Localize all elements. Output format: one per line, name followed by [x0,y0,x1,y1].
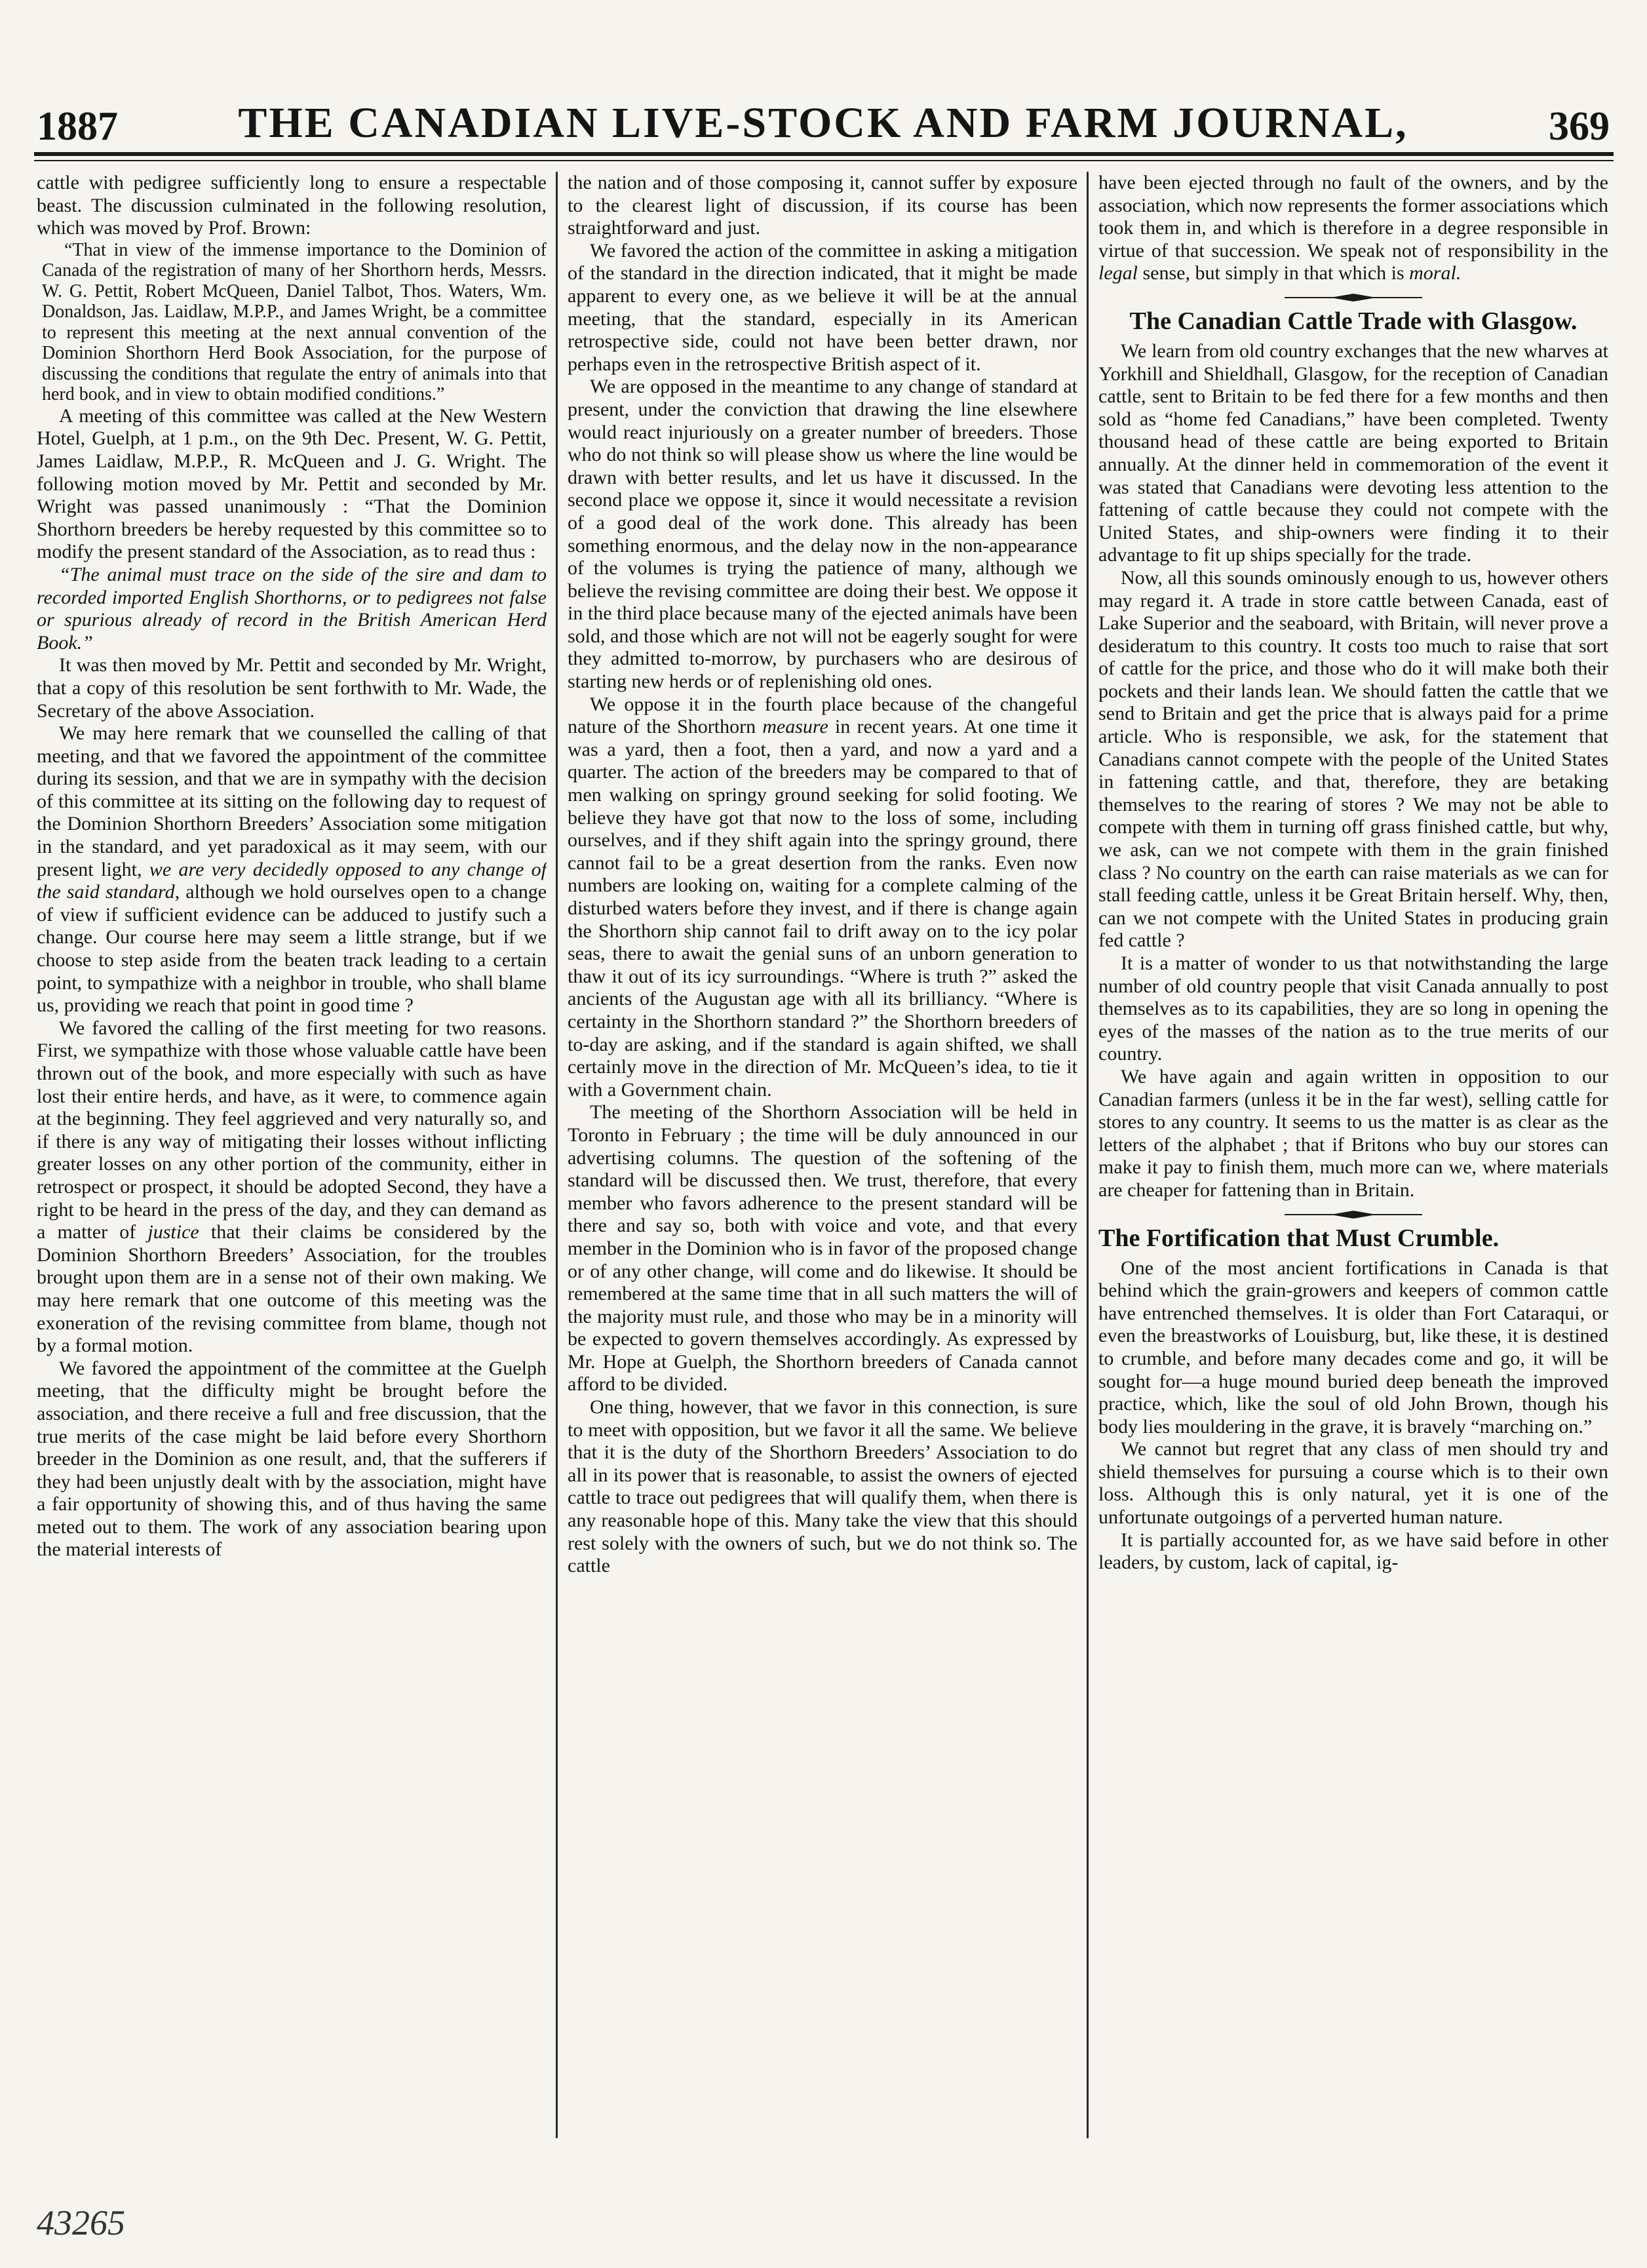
paragraph [1098,172,1608,285]
article-heading: The Canadian Cattle Trade with Glasgow. [1129,307,1578,335]
page-number: 369 [1549,104,1610,149]
paragraph: We favored the action of the committee in asking a mitigation of the standard in the direction indicated, that it might be made apparent to every one, as we believe it will be at the annual meeting, that the standard, especially in its American retrospective side, could not have been better drawn, nor perhaps even in the retrospective British aspect of it. [568,239,1077,375]
column-divider [1087,172,1089,2138]
text-run: We may here remark that we counselled the calling of that meeting, and that we favored the appointment of the committee during its session, and that we are in sympathy with the decision of this committee at its sitting on the following day to request of the Dominion Shorthorn Breeders’ Association some mitigation in the standard, and yet paradoxical as it may seem, with our present light, [37,722,547,880]
quoted-standard: “The animal must trace on the side of the sire and dam to recorded imported English Shorthorns, or to pedigrees not false or spurious already of record in the British American Herd Book.” [37,563,547,654]
text-run: that their claims be considered by the Dominion Shorthorn Breeders’ Association, for the troubles brought upon them are in a sense not of their own making. We may here remark that one outcome of this meeting was the exoneration of the revising committee from blame, though not by a formal motion. [37,1221,547,1357]
paragraph: We cannot but regret that any class of men should try and shield themselves for pursuing a course which is to their own loss. Although this is only natural, yet it is one of the unfortunate outgoings of a perverted human nature. [1098,1438,1608,1529]
column-divider [556,172,558,2138]
paragraph [37,1017,547,1358]
page-header [37,98,1610,151]
handwritten-catalog-number: 43265 [37,2203,125,2242]
paragraph: The meeting of the Shorthorn Association will be held in Toronto in February ; the time will be duly announced in our advertising columns. The question of the softening of the standard will be discussed then. We trust, therefore, that every member who favors adherence to the present standard will be there and say so, both with voice and vote, and that every member in the Dominion who is in favor of the proposed change or of any other change, will come and do likewise. It should be remembered at the same time that in all such matters the will of the majority must rule, and those who may be in a minority will be expected to govern themselves accordingly. As expressed by Mr. Hope at Guelph, the Shorthorn breeders of Canada cannot afford to be divided. [568,1101,1077,1396]
paragraph: We are opposed in the meantime to any change of standard at present, under the conviction that drawing the line elsewhere would react injuriously on a greater number of breeders. Those who do not think so will please show us where the line would be drawn with better results, and let us have it discussed. In the second place we oppose it, since it would necessitate a revision of a good deal of the work done. This already has been something enormous, and the delay now in the non-appearance of the volumes is trying the patience of many, although we believe the revising committee are doing their best. We oppose it in the third place because many of the ejected animals have been sold, and those which are not will not be eagerly sought for were they admitted to-morrow, by purchasers who are desirous of starting new herds or of replenishing old ones. [568,376,1077,693]
paragraph: We have again and again written in opposition to our Canadian farmers (unless it be in the far west), selling cattle for stores to any country. It seems to us the matter is as clear as the letters of the alphabet ; that if Britons who buy our stores can make it pay to finish them, much more can we, where materials are cheaper for fattening than in Britain. [1098,1065,1608,1201]
paragraph: One of the most ancient fortifications in Canada is that behind which the grain-growers and keepers of common cattle have entrenched themselves. It is older than Fort Cataraqui, or even the breastworks of Louisburg, but, like these, it is destined to crumble, and before many decades come and go, it will be sought for—a huge mound buried deep beneath the improved practice, which, like the soul of old John Brown, though his body lies mouldering in the grave, it is bravely “marching on.” [1098,1257,1608,1437]
paragraph [37,722,547,1017]
emphasis: measure [762,716,828,738]
paragraph: It is partially accounted for, as we have said before in other leaders, by custom, lack of capital, ig- [1098,1529,1608,1574]
text-run: We oppose it in the fourth place because of the changeful nature of the Shorthorn [568,693,1077,738]
section-divider-ornament [1285,293,1422,302]
section-divider-ornament [1285,1210,1422,1219]
paragraph: cattle with pedigree sufficiently long to ensure a respectable beast. The discussion culminated in the following resolution, which was moved by Prof. Brown: [37,172,547,239]
paragraph: It was then moved by Mr. Pettit and seconded by Mr. Wright, that a copy of this resolution be sent forthwith to Mr. Wade, the Secretary of the above Association. [37,654,547,722]
journal-title: THE CANADIAN LIVE-STOCK AND FARM JOURNAL, [238,99,1408,147]
paragraph: It is a matter of wonder to us that notwithstanding the large number of old country people that visit Canada annually to post themselves as to its capabilities, they are so long in opening the eyes of the masses of the nation as to the true merits of our country. [1098,952,1608,1065]
paragraph: We learn from old country exchanges that the new wharves at Yorkhill and Shieldhall, Glasgow, for the reception of Canadian cattle, sent to Britain to be fed there for a few months and then sold as “home fed Canadians,” have been completed. Twenty thousand head of these cattle are being exported to Britain annually. At the dinner held in commemoration of the event it was stated that Canadians were devoting less attention to the fattening of cattle because they could not compete with the United States, and ship-owners were finding it to their advantage to fit up ships specially for the trade. [1098,340,1608,566]
article-heading: The Fortification that Must Crumble. [1098,1224,1500,1252]
text-run: have been ejected through no fault of the owners, and by the association, which now represents the former associations which took them in, and which is therefore in a degree responsible in virtue of that succession. We speak not of responsibility in the [1098,172,1608,262]
emphasis: we are very decidedly opposed to any change of the said standard, [37,858,547,903]
header-rule-thin [34,160,1614,161]
quoted-resolution: “That in view of the immense importance to the Dominion of Canada of the registration of many of her Shorthorn herds, Messrs. W. G. Pettit, Robert McQueen, Daniel Talbot, Thos. Waters, Wm. Donaldson, Jas. Laidlaw, M.P.P., and James Wright, be a committee to represent this meeting at the next annual convention of the Dominion Shorthorn Herd Book Association, for the purpose of discussing the conditions that regulate the entry of animals into that herd book, and in view to obtain modified conditions.” [42,239,547,405]
paragraph [568,694,1077,1102]
header-year: 1887 [37,104,118,149]
paragraph: the nation and of those composing it, cannot suffer by exposure to the clearest light of discussion, if its course has been straightforward and just. [568,172,1077,239]
column-3 [1098,172,1608,2138]
paragraph: A meeting of this committee was called at the New Western Hotel, Guelph, at 1 p.m., on the 9th Dec. Present, W. G. Pettit, James Laidlaw, M.P.P., R. McQueen and J. G. Wright. The following motion moved by Mr. Pettit and seconded by Mr. Wright was passed unanimously : “That the Dominion Shorthorn breeders be hereby requested by this committee so to modify the present standard of the Association, as to read thus : [37,404,547,563]
header-rule-thick [34,152,1614,156]
emphasis: legal [1098,262,1138,284]
emphasis: justice [147,1221,199,1243]
paragraph: Now, all this sounds ominously enough to us, however others may regard it. A trade in store cattle between Canada, east of Lake Superior and the seaboard, with Britain, will never prove a desideratum to this country. It costs too much to raise that sort of cattle for the price, and those who do it will make both their pockets and their lands lean. We should fatten the cattle that we send to Britain and get the price that is always paid for a prime article. Who is responsible, we ask, for the statement that Canadians cannot compete with the people of the United States in fattening cattle, and that, therefore, they are betaking themselves to the rearing of stores ? We may not be able to compete with them in turning off grass finished cattle, but why, we ask, can we not compete with them in the grain finished class ? No country on the earth can raise materials as we can for stall feeding cattle, unless it be Great Britain herself. Why, then, can we not compete with the United States in producing grain fed cattle ? [1098,566,1608,952]
text-run: We favored the calling of the first meeting for two reasons. First, we sympathize with those whose valuable cattle have been thrown out of the book, and more especially with such as have lost their entire herds, and have, as it were, to commence again at the beginning. They feel aggrieved and very naturally so, and if there is any way of mitigating their losses without inflicting greater losses on any other portion of the community, either in retrospect or prospect, it should be adopted Second, they have a right to be heard in the press of the day, and they can demand as a matter of [37,1017,547,1243]
text-run: in recent years. At one time it was a yard, then a foot, then a yard, and now a yard and a quarter. The action of the breeders may be compared to that of men walking on springy ground seeking for solid footing. We believe they have got that now to the loss of some, including ourselves, and if they shift again into the springy ground, there cannot fail to be a great desertion from the ranks. Even now numbers are looking on, waiting for a complete calming of the disturbed waters before they invest, and if there is change again the Shorthorn ship cannot fail to drift away on to the icy polar seas, there to await the genial suns of an unborn generation to thaw it out of its icy surroundings. “Where is truth ?” asked the ancients of the Augustan age with all its brilliancy. “Where is certainty in the Shorthorn standard ?” the Shorthorn breeders of to-day are asking, and if the standard is again shifted, we shall certainly move in the direction of Mr. McQueen’s idea, to tie it with a Government chain. [568,716,1077,1101]
text-run: although we hold ourselves open to a change of view if sufficient evidence can be adduced to justify such a change. Our course here may seem a little strange, but if we choose to step aside from the beaten track leading to a certain point, to sympathize with a neighbor in trouble, who shall blame us, providing we reach that point in good time ? [37,881,547,1017]
column-1 [37,172,547,2138]
paragraph: One thing, however, that we favor in this connection, is sure to meet with opposition, but we favor it all the same. We believe that it is the duty of the Shorthorn Breeders’ Association to do all in its power that is reasonable, to assist the owners of ejected cattle to trace out pedigrees that will qualify them, when there is any reasonable hope of this. Many take the view that this should rest solely with the owners of such, but we do not think so. The cattle [568,1396,1077,1577]
text-run: sense, but simply in that which is [1142,262,1405,284]
paragraph: We favored the appointment of the committee at the Guelph meeting, that the difficulty might be brought before the association, and there receive a full and free discussion, that the true merits of the case might be laid before every Shorthorn breeder in the Dominion as one result, and, that the sufferers if they had been unjustly dealt with by the association, might have a fair opportunity of showing this, and of thus having the same meted out to them. The work of any association bearing upon the material interests of [37,1357,547,1561]
emphasis: moral. [1409,262,1462,284]
column-2 [568,172,1077,2138]
